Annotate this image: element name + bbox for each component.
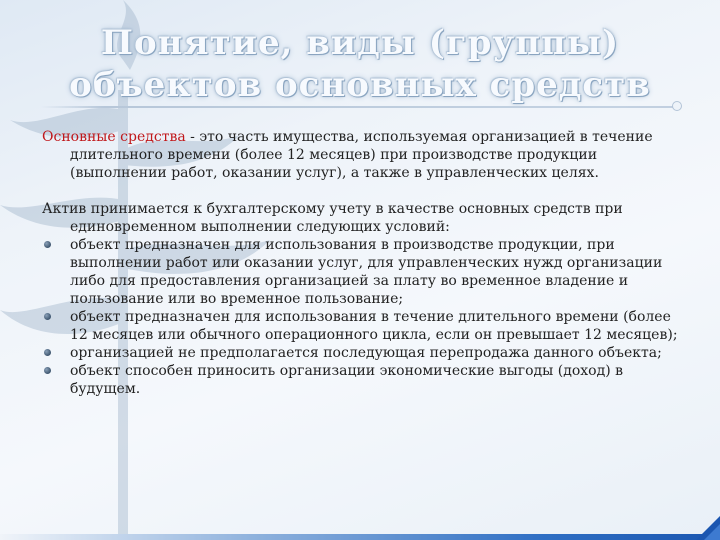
- list-item: [42, 308, 682, 344]
- list-item: [42, 236, 682, 308]
- list-item-text: организацией не предполагается последующая перепродажа данного объекта;: [70, 345, 662, 361]
- bullet-icon: [44, 241, 51, 248]
- definition-paragraph: [42, 128, 682, 182]
- conditions-list: [42, 236, 682, 398]
- list-item-text: объект предназначен для использования в течение длительного времени (более 12 месяцев или обычного операционного цикла, если он превышает 12 месяцев);: [70, 309, 678, 343]
- list-item-text: объект способен приносить организации экономические выгоды (доход) в будущем.: [70, 363, 624, 397]
- slide-body: [42, 128, 682, 398]
- bullet-icon: [44, 349, 51, 356]
- conditions-intro: Актив принимается к бухгалтерскому учету в качестве основных средств при единовременном выполнении следующих условий:: [42, 201, 623, 235]
- bottom-accent-bar: [0, 534, 720, 540]
- list-item-text: объект предназначен для использования в производстве продукции, при выполнении работ или оказании услуг, для управленческих нужд организации либо для предоставления организацией за плату во временное владение и пользование или во временное пользование;: [70, 237, 663, 307]
- list-item: [42, 344, 682, 362]
- corner-decoration-icon: [690, 510, 720, 540]
- paragraph-gap: [42, 182, 682, 200]
- page-title: [40, 22, 680, 106]
- list-item: [42, 362, 682, 398]
- bullet-icon: [44, 367, 51, 374]
- definition-text: - это часть имущества, используемая организацией в течение длительного времени (более 12 месяцев) при производстве продукции (выполнении работ, оказании услуг), а также в управленческих целях.: [70, 129, 653, 181]
- title-divider: [40, 106, 680, 108]
- title-line-1: Понятие, виды (группы): [100, 23, 620, 63]
- bullet-icon: [44, 313, 51, 320]
- title-line-2: объектов основных средств: [69, 65, 651, 105]
- definition-term: Основные средства: [42, 129, 186, 145]
